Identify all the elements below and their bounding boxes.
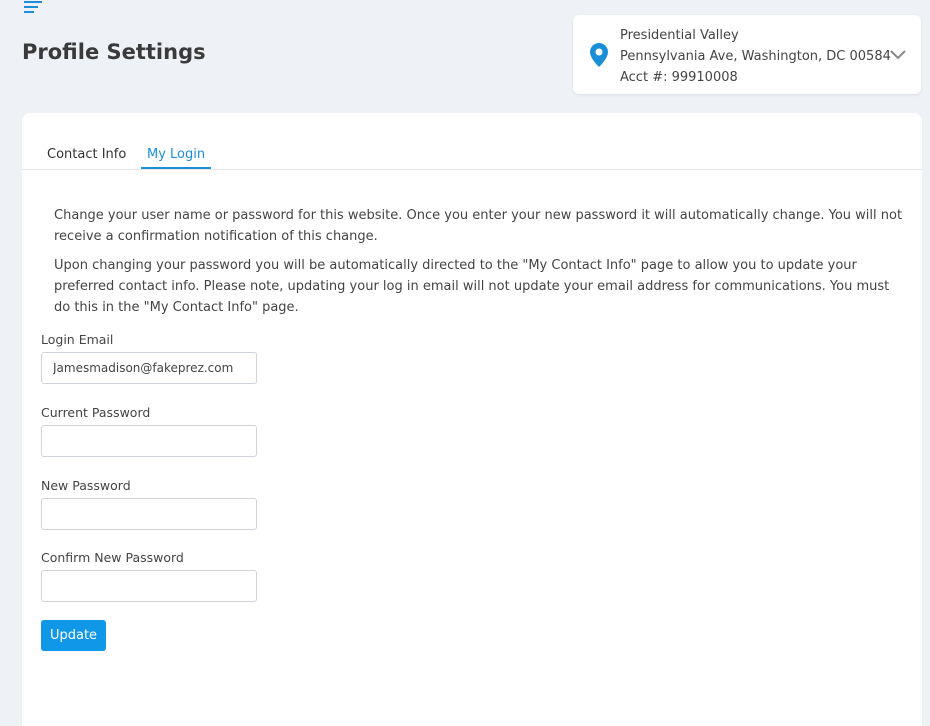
new-password-input[interactable] xyxy=(41,498,257,530)
account-number: Acct #: 99910008 xyxy=(620,70,738,85)
chevron-down-icon[interactable] xyxy=(889,49,907,61)
login-email-label: Login Email xyxy=(41,332,114,347)
account-name: Presidential Valley xyxy=(620,28,739,43)
tab-my-login[interactable]: My Login xyxy=(141,147,211,169)
update-button[interactable]: Update xyxy=(41,620,106,651)
login-email-input[interactable] xyxy=(41,352,257,384)
tab-contact-info[interactable]: Contact Info xyxy=(47,147,127,162)
hamburger-menu-icon[interactable] xyxy=(24,0,42,16)
confirm-password-input[interactable] xyxy=(41,570,257,602)
account-address: Pennsylvania Ave, Washington, DC 00584 xyxy=(620,49,891,64)
settings-panel xyxy=(22,113,922,726)
confirm-password-label: Confirm New Password xyxy=(41,550,184,565)
description-paragraph-1: Change your user name or password for this website. Once you enter your new password it will automatically change. You will not receive a confirmation notification of this change. xyxy=(54,208,903,244)
new-password-label: New Password xyxy=(41,478,131,493)
tab-bar xyxy=(22,113,922,170)
page-title: Profile Settings xyxy=(22,40,206,64)
current-password-label: Current Password xyxy=(41,405,151,420)
map-pin-icon xyxy=(590,43,608,67)
account-selector[interactable] xyxy=(573,15,921,94)
description-paragraph-2: Upon changing your password you will be automatically directed to the "My Contact Info" page to allow you to update your preferred contact info. Please note, updating your log in email will not update your email address for communications. You must do this in the "My Contact Info" page. xyxy=(54,258,890,315)
current-password-input[interactable] xyxy=(41,425,257,457)
